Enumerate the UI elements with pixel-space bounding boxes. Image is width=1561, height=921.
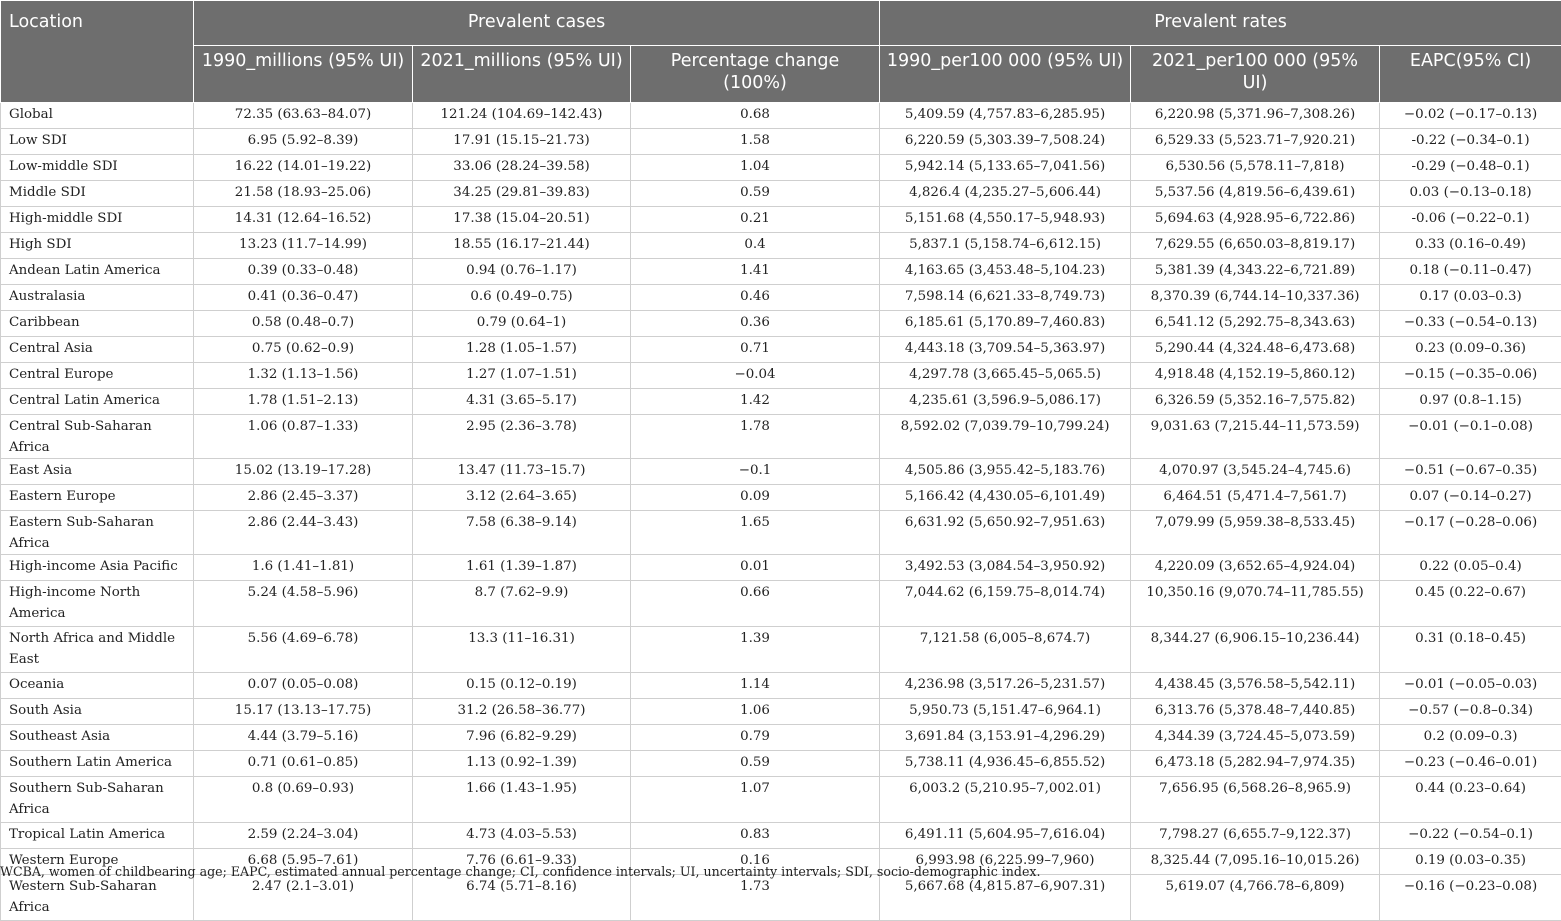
table-row — [1, 485, 1561, 511]
value-cell: 4,297.78 (3,665.45–5,065.5) — [880, 363, 1131, 389]
value-cell: 4,505.86 (3,955.42–5,183.76) — [880, 459, 1131, 485]
value-cell: 5,537.56 (4,819.56–6,439.61) — [1131, 181, 1380, 207]
value-cell: 1.14 — [631, 673, 880, 699]
value-cell: 8,370.39 (6,744.14–10,337.36) — [1131, 285, 1380, 311]
value-cell: 6,491.11 (5,604.95–7,616.04) — [880, 823, 1131, 849]
value-cell: 5,837.1 (5,158.74–6,612.15) — [880, 233, 1131, 259]
table-row — [1, 181, 1561, 207]
value-cell: 7,079.99 (5,959.38–8,533.45) — [1131, 511, 1380, 555]
value-cell: 8,325.44 (7,095.16–10,015.26) — [1131, 849, 1380, 875]
value-cell: 0.2 (0.09–0.3) — [1380, 725, 1561, 751]
value-cell: 4,443.18 (3,709.54–5,363.97) — [880, 337, 1131, 363]
location-cell: Central Sub-Saharan Africa — [1, 415, 194, 459]
location-cell: Tropical Latin America — [1, 823, 194, 849]
value-cell: 5,166.42 (4,430.05–6,101.49) — [880, 485, 1131, 511]
location-cell: High-income North America — [1, 581, 194, 627]
value-cell: 5,619.07 (4,766.78–6,809) — [1131, 875, 1380, 921]
location-cell: Low SDI — [1, 129, 194, 155]
value-cell: 0.4 — [631, 233, 880, 259]
location-cell: Caribbean — [1, 311, 194, 337]
value-cell: 6,464.51 (5,471.4–7,561.7) — [1131, 485, 1380, 511]
header-rate-1990: 1990_per100 000 (95% UI) — [880, 46, 1131, 103]
location-cell: Eastern Sub-Saharan Africa — [1, 511, 194, 555]
value-cell: 6,473.18 (5,282.94–7,974.35) — [1131, 751, 1380, 777]
value-cell: 6,220.98 (5,371.96–7,308.26) — [1131, 103, 1380, 129]
value-cell: 4,826.4 (4,235.27–5,606.44) — [880, 181, 1131, 207]
table-row — [1, 459, 1561, 485]
table-row — [1, 207, 1561, 233]
value-cell: 6,529.33 (5,523.71–7,920.21) — [1131, 129, 1380, 155]
value-cell: 7,044.62 (6,159.75–8,014.74) — [880, 581, 1131, 627]
value-cell: 4,220.09 (3,652.65–4,924.04) — [1131, 555, 1380, 581]
value-cell: 8,344.27 (6,906.15–10,236.44) — [1131, 627, 1380, 673]
value-cell: 1.39 — [631, 627, 880, 673]
value-cell: 0.01 — [631, 555, 880, 581]
value-cell: 4.73 (4.03–5.53) — [413, 823, 631, 849]
table-row — [1, 581, 1561, 627]
value-cell: 2.86 (2.44–3.43) — [194, 511, 413, 555]
value-cell: 2.86 (2.45–3.37) — [194, 485, 413, 511]
table-row — [1, 285, 1561, 311]
value-cell: 1.13 (0.92–1.39) — [413, 751, 631, 777]
value-cell: 5,151.68 (4,550.17–5,948.93) — [880, 207, 1131, 233]
value-cell: 2.95 (2.36–3.78) — [413, 415, 631, 459]
value-cell: −0.57 (−0.8–0.34) — [1380, 699, 1561, 725]
value-cell: 13.3 (11–16.31) — [413, 627, 631, 673]
value-cell: 6,631.92 (5,650.92–7,951.63) — [880, 511, 1131, 555]
value-cell: −0.22 (−0.54–0.1) — [1380, 823, 1561, 849]
table-row — [1, 337, 1561, 363]
value-cell: 6.74 (5.71–8.16) — [413, 875, 631, 921]
value-cell: 5,738.11 (4,936.45–6,855.52) — [880, 751, 1131, 777]
table-row — [1, 311, 1561, 337]
value-cell: 7,629.55 (6,650.03–8,819.17) — [1131, 233, 1380, 259]
value-cell: 10,350.16 (9,070.74–11,785.55) — [1131, 581, 1380, 627]
value-cell: −0.01 (−0.05–0.03) — [1380, 673, 1561, 699]
value-cell: 1.06 (0.87–1.33) — [194, 415, 413, 459]
value-cell: 4,235.61 (3,596.9–5,086.17) — [880, 389, 1131, 415]
value-cell: 7,656.95 (6,568.26–8,965.9) — [1131, 777, 1380, 823]
value-cell: 0.71 — [631, 337, 880, 363]
location-cell: Andean Latin America — [1, 259, 194, 285]
location-cell: High-income Asia Pacific — [1, 555, 194, 581]
value-cell: 0.07 (0.05–0.08) — [194, 673, 413, 699]
value-cell: 6,326.59 (5,352.16–7,575.82) — [1131, 389, 1380, 415]
table-row — [1, 233, 1561, 259]
table-header — [1, 1, 1561, 103]
value-cell: 1.65 — [631, 511, 880, 555]
value-cell: 0.19 (0.03–0.35) — [1380, 849, 1561, 875]
value-cell: 15.02 (13.19–17.28) — [194, 459, 413, 485]
value-cell: 6,003.2 (5,210.95–7,002.01) — [880, 777, 1131, 823]
value-cell: 5.24 (4.58–5.96) — [194, 581, 413, 627]
value-cell: 4,344.39 (3,724.45–5,073.59) — [1131, 725, 1380, 751]
location-cell: High SDI — [1, 233, 194, 259]
value-cell: 121.24 (104.69–142.43) — [413, 103, 631, 129]
value-cell: −0.17 (−0.28–0.06) — [1380, 511, 1561, 555]
table-row — [1, 415, 1561, 459]
location-cell: Middle SDI — [1, 181, 194, 207]
value-cell: -0.29 (−0.48–0.1) — [1380, 155, 1561, 181]
value-cell: 1.04 — [631, 155, 880, 181]
table-row — [1, 511, 1561, 555]
value-cell: 0.97 (0.8–1.15) — [1380, 389, 1561, 415]
value-cell: 4.44 (3.79–5.16) — [194, 725, 413, 751]
value-cell: 4,070.97 (3,545.24–4,745.6) — [1131, 459, 1380, 485]
table-row — [1, 777, 1561, 823]
value-cell: 5.56 (4.69–6.78) — [194, 627, 413, 673]
value-cell: −0.23 (−0.46–0.01) — [1380, 751, 1561, 777]
value-cell: 0.46 — [631, 285, 880, 311]
value-cell: 33.06 (28.24–39.58) — [413, 155, 631, 181]
value-cell: 6,541.12 (5,292.75–8,343.63) — [1131, 311, 1380, 337]
value-cell: −0.15 (−0.35–0.06) — [1380, 363, 1561, 389]
value-cell: 0.36 — [631, 311, 880, 337]
value-cell: −0.51 (−0.67–0.35) — [1380, 459, 1561, 485]
table-row — [1, 363, 1561, 389]
value-cell: 18.55 (16.17–21.44) — [413, 233, 631, 259]
value-cell: 0.16 — [631, 849, 880, 875]
table-row — [1, 259, 1561, 285]
value-cell: 8.7 (7.62–9.9) — [413, 581, 631, 627]
header-cases-1990: 1990_millions (95% UI) — [194, 46, 413, 103]
location-cell: Western Europe — [1, 849, 194, 875]
table-row — [1, 875, 1561, 921]
value-cell: 1.42 — [631, 389, 880, 415]
value-cell: 13.23 (11.7–14.99) — [194, 233, 413, 259]
value-cell: 9,031.63 (7,215.44–11,573.59) — [1131, 415, 1380, 459]
value-cell: 6,185.61 (5,170.89–7,460.83) — [880, 311, 1131, 337]
location-cell: Central Europe — [1, 363, 194, 389]
table-row — [1, 751, 1561, 777]
value-cell: 0.6 (0.49–0.75) — [413, 285, 631, 311]
value-cell: 5,381.39 (4,343.22–6,721.89) — [1131, 259, 1380, 285]
value-cell: 15.17 (13.13–17.75) — [194, 699, 413, 725]
table-row — [1, 103, 1561, 129]
value-cell: 4,236.98 (3,517.26–5,231.57) — [880, 673, 1131, 699]
value-cell: 1.27 (1.07–1.51) — [413, 363, 631, 389]
value-cell: 0.66 — [631, 581, 880, 627]
value-cell: 2.47 (2.1–3.01) — [194, 875, 413, 921]
header-eapc: EAPC(95% CI) — [1380, 46, 1561, 103]
value-cell: 5,290.44 (4,324.48–6,473.68) — [1131, 337, 1380, 363]
value-cell: 3,691.84 (3,153.91–4,296.29) — [880, 725, 1131, 751]
value-cell: 5,667.68 (4,815.87–6,907.31) — [880, 875, 1131, 921]
value-cell: 2.59 (2.24–3.04) — [194, 823, 413, 849]
value-cell: 16.22 (14.01–19.22) — [194, 155, 413, 181]
value-cell: 0.79 (0.64–1) — [413, 311, 631, 337]
value-cell: 1.73 — [631, 875, 880, 921]
value-cell: 7,798.27 (6,655.7–9,122.37) — [1131, 823, 1380, 849]
value-cell: 21.58 (18.93–25.06) — [194, 181, 413, 207]
value-cell: 0.58 (0.48–0.7) — [194, 311, 413, 337]
location-cell: Western Sub-Saharan Africa — [1, 875, 194, 921]
value-cell: 0.44 (0.23–0.64) — [1380, 777, 1561, 823]
location-cell: North Africa and Middle East — [1, 627, 194, 673]
value-cell: 0.15 (0.12–0.19) — [413, 673, 631, 699]
location-cell: Southern Sub-Saharan Africa — [1, 777, 194, 823]
location-cell: Global — [1, 103, 194, 129]
table-row — [1, 627, 1561, 673]
table-row — [1, 699, 1561, 725]
value-cell: 0.59 — [631, 181, 880, 207]
value-cell: 7.96 (6.82–9.29) — [413, 725, 631, 751]
table-row — [1, 673, 1561, 699]
value-cell: 17.38 (15.04–20.51) — [413, 207, 631, 233]
value-cell: 1.28 (1.05–1.57) — [413, 337, 631, 363]
value-cell: −0.02 (−0.17–0.13) — [1380, 103, 1561, 129]
value-cell: 5,942.14 (5,133.65–7,041.56) — [880, 155, 1131, 181]
value-cell: 0.33 (0.16–0.49) — [1380, 233, 1561, 259]
value-cell: −0.33 (−0.54–0.13) — [1380, 311, 1561, 337]
value-cell: 1.58 — [631, 129, 880, 155]
value-cell: 1.66 (1.43–1.95) — [413, 777, 631, 823]
value-cell: 4.31 (3.65–5.17) — [413, 389, 631, 415]
location-cell: Central Asia — [1, 337, 194, 363]
value-cell: 0.59 — [631, 751, 880, 777]
value-cell: 8,592.02 (7,039.79–10,799.24) — [880, 415, 1131, 459]
value-cell: 7.76 (6.61–9.33) — [413, 849, 631, 875]
value-cell: 14.31 (12.64–16.52) — [194, 207, 413, 233]
table-row — [1, 555, 1561, 581]
value-cell: 1.07 — [631, 777, 880, 823]
value-cell: 1.78 — [631, 415, 880, 459]
value-cell: 72.35 (63.63–84.07) — [194, 103, 413, 129]
location-cell: Southeast Asia — [1, 725, 194, 751]
header-group-prevalent-rates: Prevalent rates — [880, 1, 1561, 46]
table-body — [1, 103, 1561, 921]
value-cell: 0.39 (0.33–0.48) — [194, 259, 413, 285]
value-cell: 6,530.56 (5,578.11–7,818) — [1131, 155, 1380, 181]
value-cell: −0.04 — [631, 363, 880, 389]
value-cell: 7.58 (6.38–9.14) — [413, 511, 631, 555]
value-cell: 5,694.63 (4,928.95–6,722.86) — [1131, 207, 1380, 233]
value-cell: 6,993.98 (6,225.99–7,960) — [880, 849, 1131, 875]
value-cell: 1.6 (1.41–1.81) — [194, 555, 413, 581]
value-cell: 0.41 (0.36–0.47) — [194, 285, 413, 311]
table-row — [1, 129, 1561, 155]
value-cell: 1.61 (1.39–1.87) — [413, 555, 631, 581]
location-cell: Low-middle SDI — [1, 155, 194, 181]
location-cell: High-middle SDI — [1, 207, 194, 233]
value-cell: 0.21 — [631, 207, 880, 233]
location-cell: East Asia — [1, 459, 194, 485]
table-row — [1, 725, 1561, 751]
value-cell: 3.12 (2.64–3.65) — [413, 485, 631, 511]
location-cell: Australasia — [1, 285, 194, 311]
value-cell: 31.2 (26.58–36.77) — [413, 699, 631, 725]
header-rate-2021: 2021_per100 000 (95% UI) — [1131, 46, 1380, 103]
value-cell: 5,950.73 (5,151.47–6,964.1) — [880, 699, 1131, 725]
value-cell: 1.32 (1.13–1.56) — [194, 363, 413, 389]
value-cell: 3,492.53 (3,084.54–3,950.92) — [880, 555, 1131, 581]
value-cell: 7,121.58 (6,005–8,674.7) — [880, 627, 1131, 673]
value-cell: 1.41 — [631, 259, 880, 285]
value-cell: 1.06 — [631, 699, 880, 725]
location-cell: Eastern Europe — [1, 485, 194, 511]
table-row — [1, 823, 1561, 849]
value-cell: 34.25 (29.81–39.83) — [413, 181, 631, 207]
table-row — [1, 389, 1561, 415]
table-footnote: WCBA, women of childbearing age; EAPC, estimated annual percentage change; CI, confidence intervals; UI, uncertainty intervals; SDI, socio-demographic index. — [0, 864, 1041, 879]
value-cell: 0.09 — [631, 485, 880, 511]
value-cell: 0.07 (−0.14–0.27) — [1380, 485, 1561, 511]
location-cell: South Asia — [1, 699, 194, 725]
value-cell: 4,163.65 (3,453.48–5,104.23) — [880, 259, 1131, 285]
header-cases-2021: 2021_millions (95% UI) — [413, 46, 631, 103]
value-cell: 7,598.14 (6,621.33–8,749.73) — [880, 285, 1131, 311]
value-cell: 1.78 (1.51–2.13) — [194, 389, 413, 415]
value-cell: −0.16 (−0.23–0.08) — [1380, 875, 1561, 921]
value-cell: -0.22 (−0.34–0.1) — [1380, 129, 1561, 155]
value-cell: 0.83 — [631, 823, 880, 849]
value-cell: 0.23 (0.09–0.36) — [1380, 337, 1561, 363]
value-cell: 6.68 (5.95–7.61) — [194, 849, 413, 875]
value-cell: 0.68 — [631, 103, 880, 129]
value-cell: 0.03 (−0.13–0.18) — [1380, 181, 1561, 207]
value-cell: 0.22 (0.05–0.4) — [1380, 555, 1561, 581]
value-cell: 0.75 (0.62–0.9) — [194, 337, 413, 363]
value-cell: 0.31 (0.18–0.45) — [1380, 627, 1561, 673]
location-cell: Oceania — [1, 673, 194, 699]
header-location: Location — [1, 1, 194, 103]
value-cell: 6,220.59 (5,303.39–7,508.24) — [880, 129, 1131, 155]
value-cell: 13.47 (11.73–15.7) — [413, 459, 631, 485]
value-cell: -0.06 (−0.22–0.1) — [1380, 207, 1561, 233]
value-cell: −0.01 (−0.1–0.08) — [1380, 415, 1561, 459]
value-cell: 6,313.76 (5,378.48–7,440.85) — [1131, 699, 1380, 725]
value-cell: 0.79 — [631, 725, 880, 751]
value-cell: 5,409.59 (4,757.83–6,285.95) — [880, 103, 1131, 129]
location-cell: Central Latin America — [1, 389, 194, 415]
value-cell: 6.95 (5.92–8.39) — [194, 129, 413, 155]
table-row — [1, 155, 1561, 181]
value-cell: 17.91 (15.15–21.73) — [413, 129, 631, 155]
value-cell: 0.8 (0.69–0.93) — [194, 777, 413, 823]
value-cell: 0.94 (0.76–1.17) — [413, 259, 631, 285]
value-cell: 4,438.45 (3,576.58–5,542.11) — [1131, 673, 1380, 699]
value-cell: 0.71 (0.61–0.85) — [194, 751, 413, 777]
value-cell: 0.18 (−0.11–0.47) — [1380, 259, 1561, 285]
value-cell: 0.17 (0.03–0.3) — [1380, 285, 1561, 311]
header-percentage-change: Percentage change (100%) — [631, 46, 880, 103]
value-cell: 4,918.48 (4,152.19–5,860.12) — [1131, 363, 1380, 389]
location-cell: Southern Latin America — [1, 751, 194, 777]
header-group-prevalent-cases: Prevalent cases — [194, 1, 880, 46]
value-cell: −0.1 — [631, 459, 880, 485]
value-cell: 0.45 (0.22–0.67) — [1380, 581, 1561, 627]
